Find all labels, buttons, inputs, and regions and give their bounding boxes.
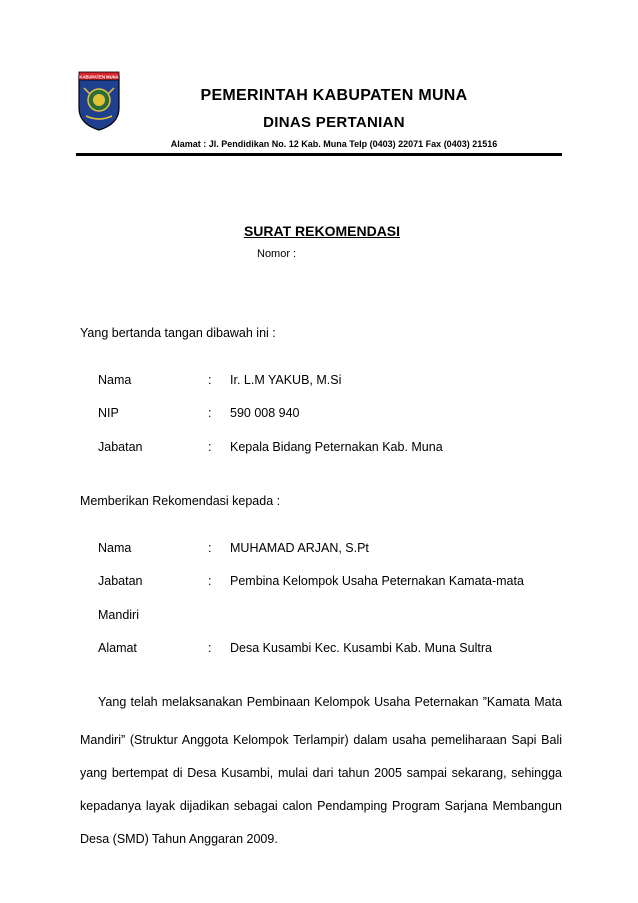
separator: : — [208, 541, 212, 555]
body-line: Mandiri” (Struktur Anggota Kelompok Terlampir) dalam usaha pemeliharaan Sapi Bali — [80, 733, 562, 747]
separator: : — [208, 406, 212, 420]
signer-nip-value: 590 008 940 — [230, 406, 300, 420]
signer-position-label: Jabatan — [98, 440, 143, 454]
body-line: Desa (SMD) Tahun Anggaran 2009. — [80, 832, 278, 846]
letterhead-divider — [76, 153, 562, 156]
recipient-address-value: Desa Kusambi Kec. Kusambi Kab. Muna Sultra — [230, 641, 492, 655]
separator: : — [208, 574, 212, 588]
recipient-name-label: Nama — [98, 541, 132, 555]
signer-intro: Yang bertanda tangan dibawah ini : — [80, 326, 276, 340]
letter-title: SURAT REKOMENDASI — [243, 223, 401, 239]
signer-position-value: Kepala Bidang Peternakan Kab. Muna — [230, 440, 443, 454]
letter-number-label: Nomor : — [257, 248, 297, 260]
body-line: yang bertempat di Desa Kusambi, mulai dari tahun 2005 sampai sekarang, sehingga — [80, 766, 562, 780]
body-line: kepadanya layak dijadikan sebagai calon Pendamping Program Sarjana Membangun — [80, 799, 562, 813]
recipient-position-value: Pembina Kelompok Usaha Peternakan Kamata-mata — [230, 574, 524, 588]
recipient-intro: Memberikan Rekomendasi kepada : — [80, 494, 281, 508]
signer-name-label: Nama — [98, 373, 132, 387]
logo-text: KABUPATEN MUNA — [79, 74, 119, 80]
office-address: Alamat : Jl. Pendidikan No. 12 Kab. Muna Telp (0403) 22071 Fax (0403) 21516 — [170, 139, 498, 149]
recipient-position-label: Jabatan — [98, 574, 143, 588]
separator: : — [208, 440, 212, 454]
recipient-position-continued: Mandiri — [98, 608, 139, 622]
office-name: DINAS PERTANIAN — [263, 114, 405, 131]
signer-nip-label: NIP — [98, 406, 119, 420]
body-line: Yang telah melaksanakan Pembinaan Kelompok Usaha Peternakan ”Kamata Mata — [98, 695, 562, 709]
recipient-address-label: Alamat — [98, 641, 137, 655]
separator: : — [208, 373, 212, 387]
government-name: PEMERINTAH KABUPATEN MUNA — [200, 87, 468, 104]
recipient-name-value: MUHAMAD ARJAN, S.Pt — [230, 541, 369, 555]
signer-name-value: Ir. L.M YAKUB, M.Si — [230, 373, 342, 387]
separator: : — [208, 641, 212, 655]
